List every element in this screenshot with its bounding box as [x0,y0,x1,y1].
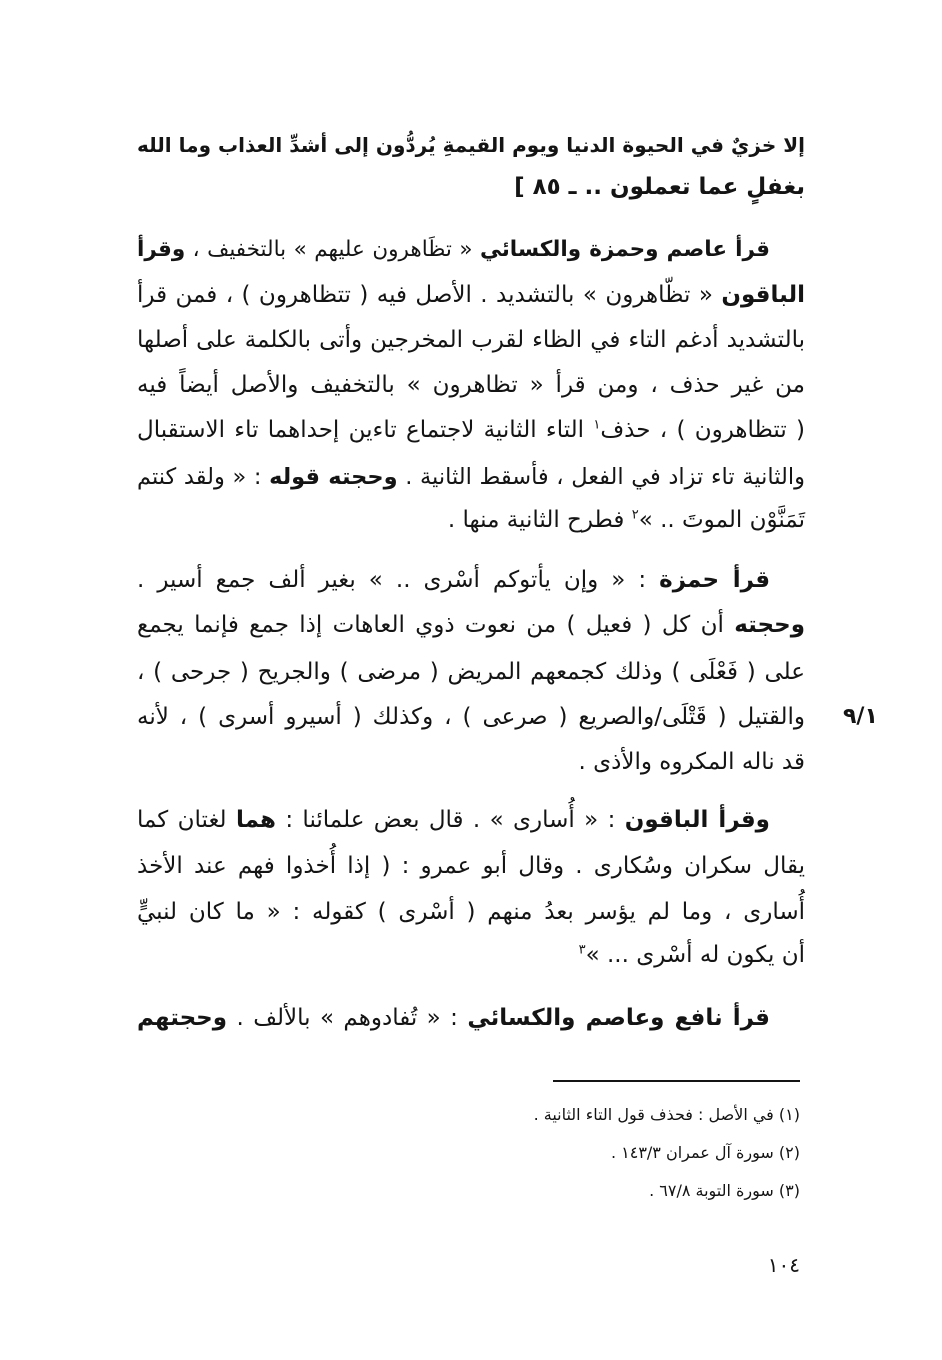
footnote-marker: ١ [593,417,601,433]
page-number: ١٠٤ [767,1253,800,1277]
text-run: فطرح الثانية منها . [447,507,632,533]
text-run: « تظَاهرون عليهم » بالتخفيف ، [185,237,480,262]
paragraph-line [137,933,805,977]
footnote-marker: ٢ [631,507,639,523]
paragraph-line [137,798,770,842]
bold-phrase: وقرأ الباقون [624,807,770,833]
footnote: (١) في الأصل : فحذف قول التاء الثانية . [533,1105,800,1124]
bold-phrase: قرأ عاصم وحمزة والكسائي [479,237,770,262]
text-run: والثانية تاء تزاد في الفعل ، فأسقط الثانية . [397,464,806,490]
bold-phrase: هما [235,807,276,833]
text-run: : « أُسارى » . قال بعض علمائنا : [275,807,625,833]
paragraph-line: على ( فَعْلَى ) وذلك كجمعهم المريض ( مرضى ) والجريح ( جرحى ) ، [137,659,805,685]
paragraph-line [137,228,770,272]
text-run: : « وإن يأتوكم أسْرى .. » بغير ألف جمع أسير . [137,567,660,593]
text-run: « تظّاهرون » بالتشديد . الأصل فيه ( تتظاهرون ) ، فمن قرأ [137,282,722,308]
text-run: : « ولقد كنتم [137,464,270,490]
paragraph-line [137,498,805,542]
paragraph-line: قد ناله المكروه والأذى . [578,749,805,775]
bold-phrase: وقرأ [137,237,186,262]
paragraph-line: أُسارى ، وما لم يؤسر بعدُ منهم ( أسْرى ) كقوله : « ما كان لنبيٍّ [137,899,805,925]
bold-phrase: الباقون [721,282,805,308]
paragraph-line: يقال سكران وسُكارى . وقال أبو عمرو : ( إذا أُخذوا فهم عند الأخذ [137,853,805,879]
paragraph-line: والقتيل ( قَتْلَى/والصريع ( صرعى ) ، وكذلك ( أسيرو أسرى ) ، لأنه [137,704,805,730]
paragraph-line [137,408,805,452]
text-run: ( تتظاهرون ) ، حذف [600,417,805,443]
paragraph-line: بالتشديد أدغم التاء في الظاء لقرب المخرجين وأتى بالكلمة على أصلها [137,327,805,353]
paragraph-line [137,273,805,317]
paragraph-line [137,603,805,647]
text-run: : « تُفادوهم » بالألف . [227,1005,468,1031]
text-run: لغتان كما [137,807,236,833]
bold-phrase: وحجتهم [137,1005,228,1031]
paragraph-line [137,455,805,499]
footnote-separator [553,1080,800,1082]
footnote-marker: ٣ [578,942,586,958]
margin-folio-note: ٩/١ [843,704,878,729]
bold-phrase: قرأ نافع وعاصم والكسائي [467,1005,770,1031]
paragraph-line: من غير حذف ، ومن قرأ « تظاهرون » بالتخفيف والأصل أيضاً فيه [137,372,805,398]
paragraph-line [137,996,770,1040]
text-run: أن يكون له أسْرى ... » [585,942,805,968]
bold-phrase: وحجته قوله [269,464,398,490]
verse-line: بغفلٍ عما تعملون .. ـ ٨٥ ] [514,174,805,200]
verse-line: إلا خزيٌ في الحيوة الدنيا ويوم القيمةِ يُردُّون إلى أشدِّ العذاب وما الله [137,133,805,157]
paragraph-line [137,558,770,602]
footnote: (٢) سورة آل عمران ١٤٣/٣ . [610,1143,800,1162]
text-run: أن كل ( فعيل ) من نعوت ذوي العاهات إذا جمع فإنما يجمع [137,612,735,638]
bold-phrase: قرأ حمزة [659,567,771,593]
bold-phrase: وحجته [734,612,805,638]
text-run: التاء الثانية لاجتماع تاءين إحداهما تاء الاستقبال [137,417,594,443]
text-run: تَمَنَّوْن الموتَ .. » [638,507,805,533]
footnote: (٣) سورة التوبة ٦٧/٨ . [649,1181,800,1200]
